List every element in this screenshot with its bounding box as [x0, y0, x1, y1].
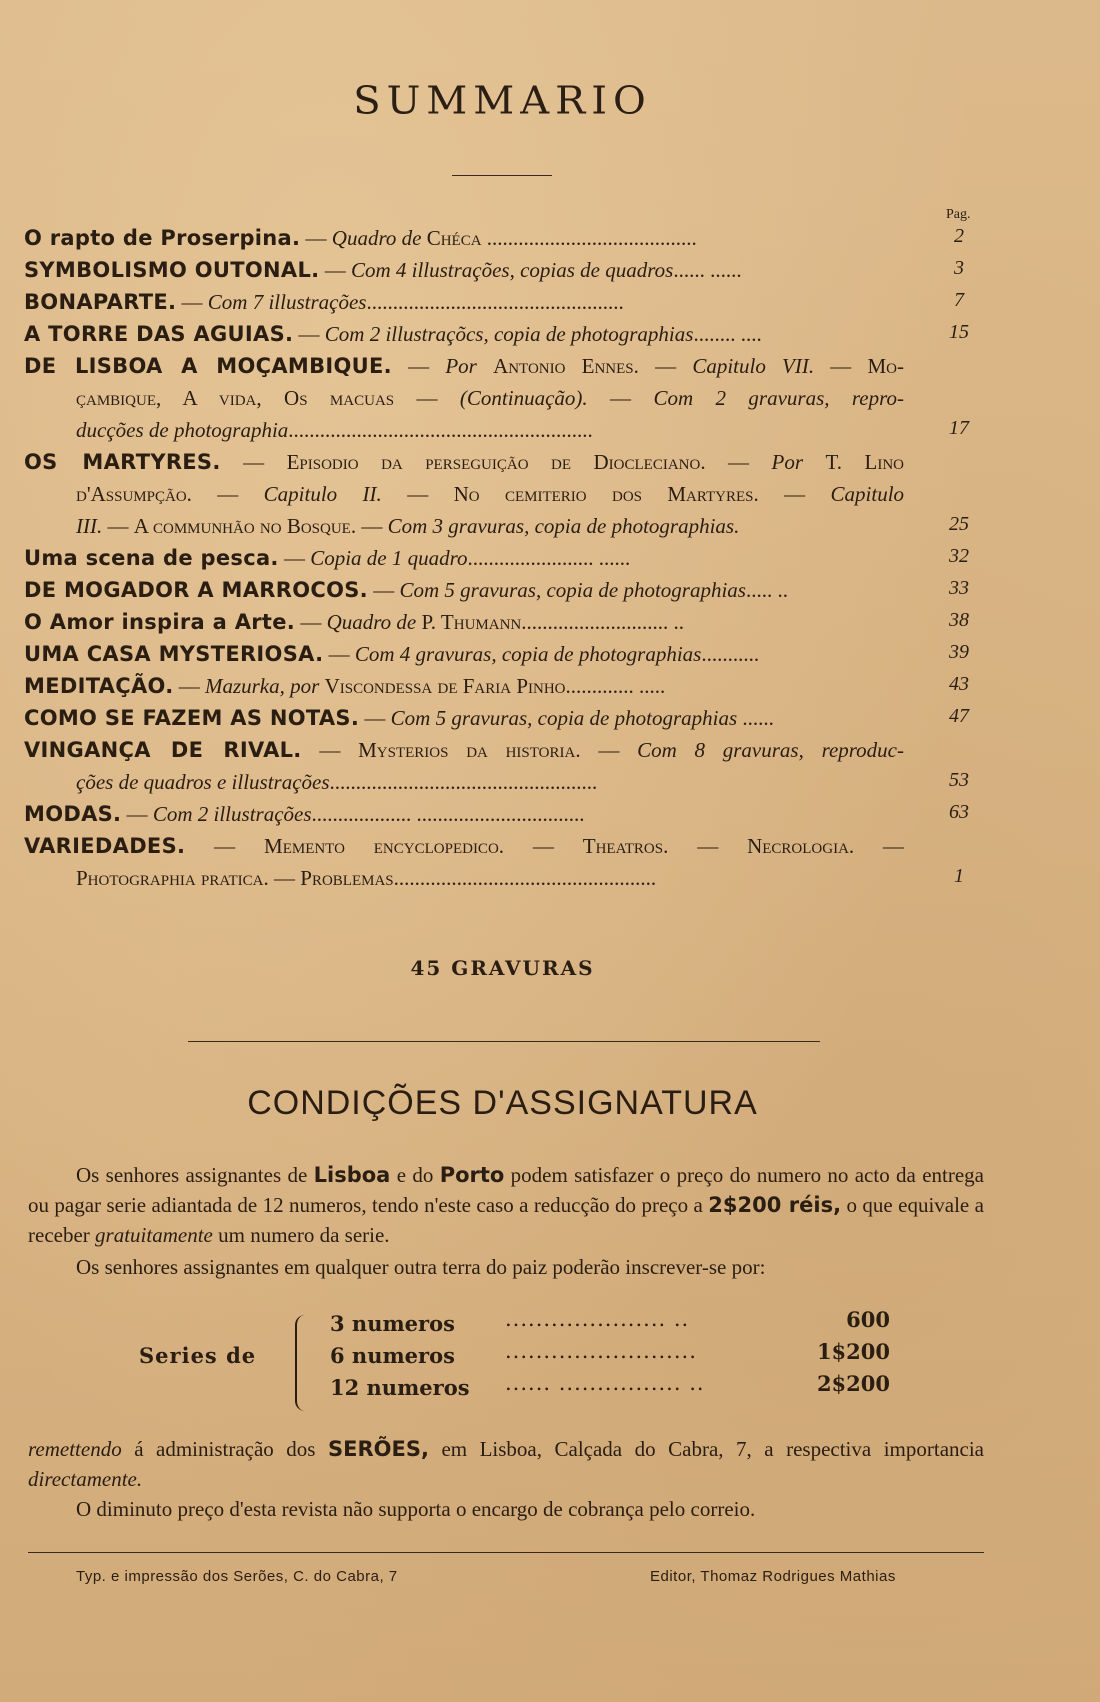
entry-text: — [293, 322, 325, 346]
entry-text: Episodio da perseguição de Diocleciano. [286, 450, 706, 474]
entry-text: Com 2 illustrações [152, 802, 312, 826]
entry-text: Com 8 gravuras, reproduc- [637, 738, 904, 762]
entry-heading: SYMBOLISMO OUTONAL. [24, 258, 320, 282]
entry-text: — [191, 482, 264, 506]
entry-text: Capitulo VII. [692, 354, 815, 378]
page-number: 63 [949, 801, 969, 823]
series-row [330, 1307, 890, 1337]
entry-heading: Uma scena de pesca. [24, 546, 279, 570]
entry-text: Com 5 gravuras, copia de photographias [399, 578, 746, 602]
page-number: 2 [954, 225, 964, 247]
series-row [330, 1339, 890, 1369]
entry-heading: DE MOGADOR A MARROCOS. [24, 578, 368, 602]
entry-text: — [295, 610, 327, 634]
toc-entry [24, 542, 984, 574]
entry-text: A communhão no Bosque. [133, 514, 357, 538]
section-divider [188, 1041, 820, 1042]
entry-text: No cemiterio dos Martyres. [453, 482, 759, 506]
conditions-paragraph-2: Os senhores assignantes em qualquer outra terra do paiz poderão inscrever-se por: [76, 1255, 766, 1279]
toc-line [24, 638, 904, 670]
toc-line [24, 574, 904, 606]
toc-entry [24, 286, 984, 318]
entry-text: — [758, 482, 831, 506]
series-quantity: 6 numeros [330, 1343, 455, 1368]
toc-entry [24, 830, 984, 894]
entry-text: — [854, 834, 904, 858]
toc-line [24, 350, 904, 382]
entry-heading: UMA CASA MYSTERIOSA. [24, 642, 324, 666]
entry-heading: OS MARTYRES. [24, 450, 221, 474]
conditions-paragraph-1 [28, 1160, 984, 1250]
entry-text: gratuitamente [95, 1223, 213, 1247]
series-row [330, 1371, 890, 1401]
toc-entry [24, 798, 984, 830]
entry-text: ções de quadros e illustrações [76, 770, 330, 794]
leader-dots: ............. ..... [565, 674, 666, 698]
gravuras-count: 45 GRAVURAS [410, 956, 595, 980]
entry-heading: VINGANÇA DE RIVAL. [24, 738, 302, 762]
entry-text: — [102, 514, 134, 538]
entry-text: o que equivale a receber [28, 1193, 984, 1247]
entry-heading: VARIEDADES. [24, 834, 186, 858]
entry-heading: O Amor inspira a Arte. [24, 610, 296, 634]
leader-dots: ......................... [505, 1339, 697, 1363]
entry-text: Com 5 gravuras, copia de photographias [390, 706, 738, 730]
page-number: 17 [949, 417, 969, 439]
entry-text: e do [390, 1163, 440, 1187]
entry-text: — [323, 642, 355, 666]
toc-entry [24, 222, 984, 254]
toc-entry [24, 318, 984, 350]
toc-entry [24, 670, 984, 702]
entry-text: — [359, 706, 391, 730]
entry-heading: BONAPARTE. [24, 290, 177, 314]
page-number: 3 [954, 257, 964, 279]
entry-text: Viscondessa de Faria Pinho [324, 674, 566, 698]
leader-dots: ........................................ [481, 226, 697, 250]
entry-text: Com 7 illustrações [207, 290, 367, 314]
entry-text: Lisboa [313, 1163, 391, 1187]
toc-line [24, 222, 904, 254]
table-of-contents [24, 222, 984, 894]
entry-text: directamente. [28, 1467, 143, 1491]
entry-text: remettendo [28, 1437, 122, 1461]
toc-line [24, 766, 904, 798]
leader-dots: ............................ .. [521, 610, 685, 634]
conditions-paragraph-4: O diminuto preço d'esta revista não supporta o encargo de cobrança pelo correio. [76, 1497, 756, 1521]
entry-text: Porto [439, 1163, 505, 1187]
entry-text: — [173, 674, 205, 698]
toc-entry [24, 734, 984, 798]
leader-dots: ...... [737, 706, 774, 730]
toc-entry [24, 446, 984, 542]
entry-text: — [381, 482, 454, 506]
toc-line [24, 798, 904, 830]
entry-text: 2$200 réis, [708, 1193, 842, 1217]
leader-dots: ................... ................................ [311, 802, 585, 826]
toc-entry [24, 350, 984, 446]
brace [295, 1315, 311, 1411]
leader-dots: ................................................. [366, 290, 624, 314]
toc-line [24, 542, 904, 574]
toc-line [24, 510, 904, 542]
entry-text: podem satisfazer o preço do numero no acto da entrega ou pagar serie adiantada de 12 numeros, tendo n'este caso a reducção do preço a [28, 1163, 984, 1217]
entry-text: çambique, A vida, Os macuas [76, 386, 395, 410]
series-quantity: 3 numeros [330, 1311, 455, 1336]
page-number: 32 [949, 545, 969, 567]
entry-text: — [668, 834, 748, 858]
series-prices [135, 1307, 935, 1417]
toc-entry [24, 638, 984, 670]
entry-text: Photographia pratica. [76, 866, 269, 890]
entry-text: — [300, 226, 332, 250]
entry-text: — [814, 354, 868, 378]
page-number: 7 [954, 289, 964, 311]
entry-heading: MODAS. [24, 802, 122, 826]
leader-dots: ..... .. [745, 578, 788, 602]
entry-text: — [220, 450, 287, 474]
entry-text: (Continuação). [459, 386, 588, 410]
entry-text: Chéca [426, 226, 482, 250]
series-label: Series de [139, 1343, 257, 1368]
leader-dots: ...... ................ .. [505, 1371, 705, 1395]
entry-text: — [268, 866, 301, 890]
page-number: 47 [949, 705, 969, 727]
conditions-paragraph-3 [28, 1434, 984, 1494]
entry-text: P. Thumann [421, 610, 522, 634]
toc-line [24, 670, 904, 702]
toc-line [24, 606, 904, 638]
entry-text: Mysterios da historia. [358, 738, 581, 762]
entry-text: SERÕES, [327, 1437, 429, 1461]
entry-text: — [176, 290, 208, 314]
toc-entry [24, 574, 984, 606]
entry-text: Mo- [867, 354, 904, 378]
entry-text: Com 2 gravuras, repro- [653, 386, 904, 410]
entry-text: — [185, 834, 265, 858]
leader-dots: ...... ...... [673, 258, 742, 282]
summary-title: SUMMARIO [353, 79, 652, 123]
entry-text: Quadro de [331, 226, 427, 250]
series-quantity: 12 numeros [330, 1375, 470, 1400]
entry-text: Os senhores assignantes de [76, 1163, 314, 1187]
entry-text: Quadro de [326, 610, 422, 634]
entry-heading: A TORRE DAS AGUIAS. [24, 322, 294, 346]
title-divider [452, 175, 552, 176]
toc-line [24, 446, 904, 478]
entry-text: III. [76, 514, 103, 538]
toc-line [24, 702, 904, 734]
toc-line [24, 414, 904, 446]
toc-entry [24, 702, 984, 734]
entry-text: — [319, 258, 351, 282]
toc-entry [24, 606, 984, 638]
entry-heading: DE LISBOA A MOÇAMBIQUE. [24, 354, 392, 378]
page-number: 39 [949, 641, 969, 663]
toc-entry [24, 254, 984, 286]
entry-text: d'Assumpção. [76, 482, 192, 506]
leader-dots: .......................................................... [288, 418, 593, 442]
entry-text: ducções de photographia [76, 418, 289, 442]
entry-text: Antonio Ennes. [493, 354, 639, 378]
entry-text: em Lisboa, Calçada do Cabra, 7, a respectiva importancia [428, 1437, 984, 1461]
leader-dots: ........................ ...... [467, 546, 631, 570]
page-number: 15 [949, 321, 969, 343]
entry-text: — [638, 354, 693, 378]
entry-text: um numero da serie. [212, 1223, 390, 1247]
entry-text: Por [771, 450, 826, 474]
page-number: 43 [949, 673, 969, 695]
entry-text: Com 4 illustrações, copias de quadros [350, 258, 674, 282]
entry-text: — [367, 578, 400, 602]
entry-text: Capitulo II. [263, 482, 382, 506]
page-number: 33 [949, 577, 969, 599]
entry-text: — [391, 354, 446, 378]
entry-text: Memento encyclopedico. [264, 834, 505, 858]
toc-line [24, 862, 904, 894]
entry-text: — [301, 738, 359, 762]
entry-text: — [504, 834, 583, 858]
entry-text: — [587, 386, 654, 410]
entry-text: Capitulo [830, 482, 904, 506]
entry-text: Mazurka, por [204, 674, 325, 698]
series-price: 2$200 [816, 1371, 890, 1396]
leader-dots: ........... [701, 642, 760, 666]
entry-text: Theatros. [582, 834, 669, 858]
footer-divider [28, 1552, 984, 1553]
entry-text: á administração dos [121, 1437, 328, 1461]
footer-editor: Editor, Thomaz Rodrigues Mathias [650, 1568, 896, 1585]
entry-heading: MEDITAÇÃO. [24, 674, 174, 698]
entry-text: — [705, 450, 772, 474]
entry-text: — [121, 802, 153, 826]
entry-text: T. Lino [825, 450, 904, 474]
entry-heading: COMO SE FAZEM AS NOTAS. [24, 706, 360, 730]
entry-text: Copia de 1 quadro [310, 546, 468, 570]
leader-dots: ........ .... [693, 322, 762, 346]
leader-dots: ................................................... [329, 770, 598, 794]
entry-text: Problemas [300, 866, 394, 890]
toc-line [24, 478, 904, 510]
entry-heading: O rapto de Proserpina. [24, 226, 301, 250]
entry-text: — [394, 386, 460, 410]
entry-text: Com 2 illustraçõcs, copia de photographias [324, 322, 694, 346]
series-price: 600 [846, 1307, 890, 1332]
toc-line [24, 286, 904, 318]
entry-text: — [356, 514, 388, 538]
page-number: 53 [949, 769, 969, 791]
leader-dots: ..................... .. [505, 1307, 690, 1331]
page-column-label: Pag. [946, 207, 971, 222]
entry-text: — [278, 546, 311, 570]
page-number: 25 [949, 513, 969, 535]
entry-text: Por [445, 354, 494, 378]
entry-text: Necrologia. [747, 834, 855, 858]
footer-printer: Typ. e impressão dos Serões, C. do Cabra, 7 [76, 1568, 398, 1585]
conditions-title: CONDIÇÕES D'ASSIGNATURA [247, 1084, 758, 1122]
toc-line [24, 318, 904, 350]
toc-line [24, 254, 904, 286]
entry-text: — [580, 738, 638, 762]
toc-line [24, 734, 904, 766]
leader-dots: .................................................. [393, 866, 657, 890]
toc-line [24, 830, 904, 862]
page-number: 1 [954, 865, 964, 887]
entry-text: Com 3 gravuras, copia de photographias. [387, 514, 740, 538]
series-price: 1$200 [816, 1339, 890, 1364]
toc-line [24, 382, 904, 414]
page-number: 38 [949, 609, 969, 631]
entry-text: Com 4 gravuras, copia de photographias [354, 642, 702, 666]
